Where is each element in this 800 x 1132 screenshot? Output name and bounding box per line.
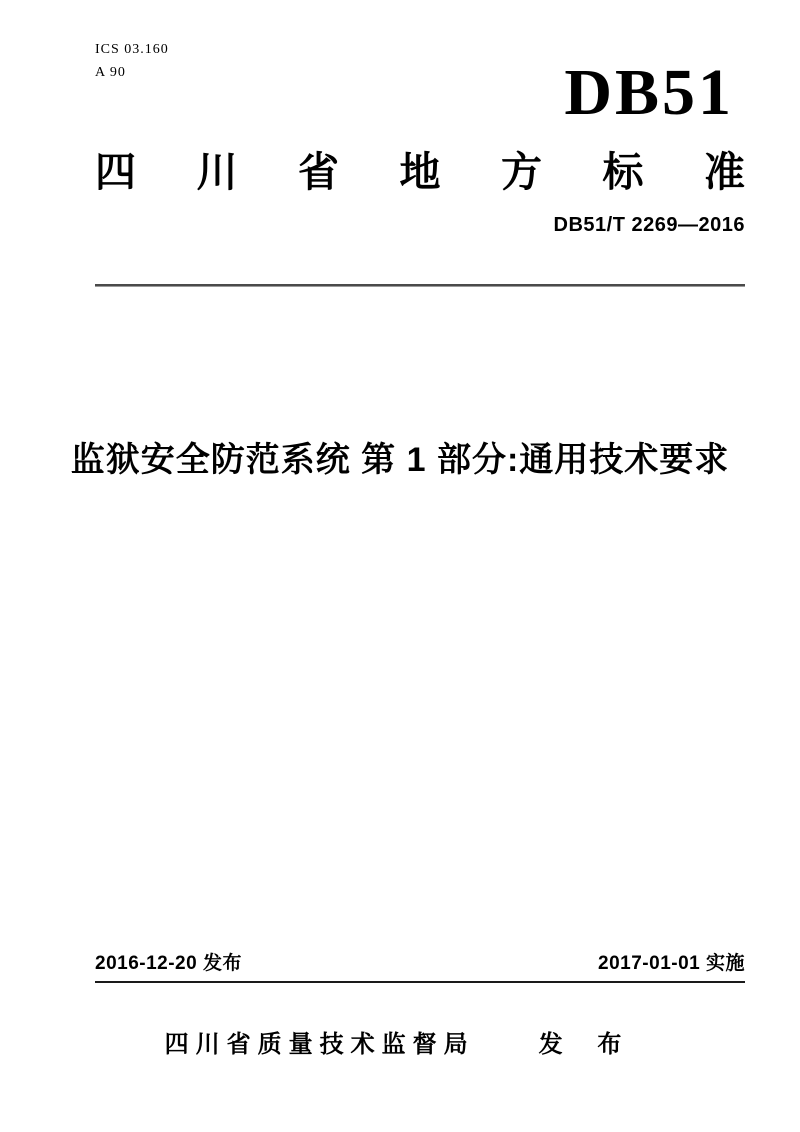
db51-logo: DB51: [564, 56, 734, 129]
footer-dates: [95, 948, 745, 983]
standard-name-char: 方: [501, 149, 542, 195]
standard-name-char: 川: [196, 149, 238, 195]
standard-name: [95, 148, 745, 197]
standard-name-char: 四: [95, 149, 136, 195]
issue-date: 2016-12-20 发布: [95, 953, 242, 974]
publisher-row: [0, 1024, 800, 1059]
publish-label: 发 布: [538, 1031, 636, 1058]
ics-code: ICS 03.160: [95, 42, 169, 57]
implement-date: 2017-01-01 实施: [598, 953, 745, 974]
standard-name-char: 省: [298, 149, 339, 195]
document-number: DB51/T 2269—2016: [553, 214, 745, 236]
standard-name-char: 准: [704, 149, 745, 195]
document-title: 监狱安全防范系统 第 1 部分:通用技术要求: [70, 441, 730, 479]
header-divider: [95, 284, 745, 287]
ics-classification: A 90: [95, 65, 126, 81]
standard-name-char: 标: [602, 149, 644, 195]
publisher-name: 四川省质量技术监督局: [164, 1031, 475, 1058]
standard-name-char: 地: [399, 149, 441, 195]
ics-block: [95, 38, 169, 84]
